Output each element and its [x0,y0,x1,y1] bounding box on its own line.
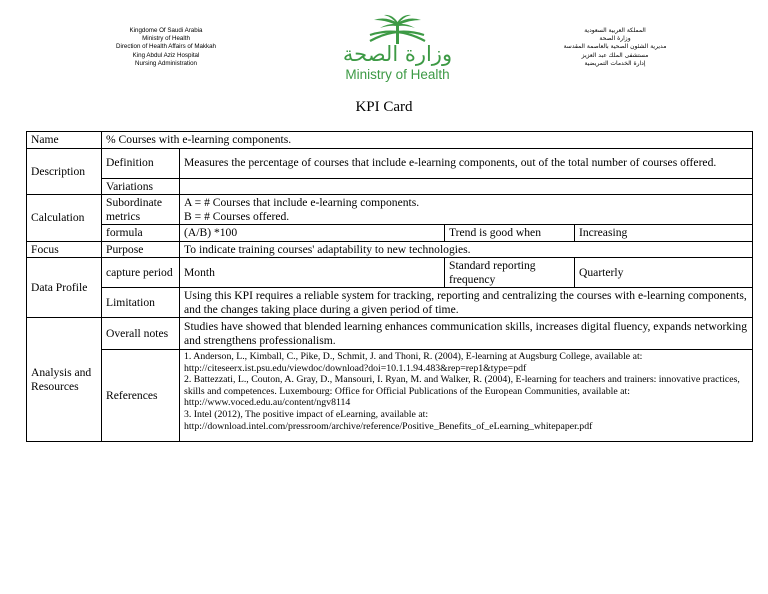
purpose-label: Purpose [102,241,180,258]
focus-label: Focus [27,241,102,258]
data-profile-label: Data Profile [27,258,102,318]
formula-label: formula [102,225,180,242]
formula-value: (A/B) *100 [180,225,445,242]
header-right-line: وزارة الصحة [599,35,631,43]
overall-notes-value: Studies have showed that blended learning enhances communication skills, increases digital fluency, expands networking and strengthens professionalism. [180,318,753,350]
kpi-table [26,131,753,442]
table-row [27,318,753,350]
limitation-value: Using this KPI requires a reliable system for tracking, reporting and centralizing the courses with e-learning components, and the changes taking place during a given period of time. [180,288,753,318]
page-title: KPI Card [355,99,413,115]
definition-value: Measures the percentage of courses that include e-learning components, out of the total number of courses offered. [180,148,753,178]
limitation-label: Limitation [102,288,180,318]
header-right-line: مستشفى الملك عبد العزيز [581,51,649,59]
table-row [27,350,753,442]
table-row [27,178,753,195]
calculation-label: Calculation [27,195,102,242]
table-row [27,241,753,258]
table-row [27,288,753,318]
header-left-line: King Abdul Aziz Hospital [132,51,200,59]
header-right-line: إدارة الخدمات التمريضية [584,59,646,67]
header-left-line: Kingdome Of Saudi Arabia [129,27,203,34]
header-right-line: المملكة العربية السعودية [584,27,646,34]
table-row [27,132,753,149]
capture-value: Month [180,258,445,288]
variations-value [180,178,753,195]
purpose-value: To indicate training courses' adaptability to new technologies. [180,241,753,258]
header-left-block [96,27,236,68]
logo-english-text: Ministry of Health [345,67,450,82]
subordinate-label: Subordinate metrics [102,195,180,225]
header-left-line: Direction of Health Affairs of Makkah [116,43,216,51]
header-left-line: Nursing Administration [135,59,197,67]
overall-notes-label: Overall notes [102,318,180,350]
capture-label: capture period [102,258,180,288]
definition-label: Definition [102,148,180,178]
table-row [27,148,753,178]
trend-label: Trend is good when [445,225,575,242]
name-label: Name [27,132,102,149]
ministry-logo [330,14,465,86]
reporting-label: Standard reporting frequency [445,258,575,288]
description-label: Description [27,148,102,195]
analysis-label: Analysis and Resources [27,318,102,442]
references-value: 1. Anderson, L., Kimball, C., Pike, D., Schmit, J. and Thoni, R. (2004), E-learning at Augsburg College, available at: http://citeseerx.ist.psu.edu/viewdoc/download?doi=10.1.1.94.483&rep=rep1&type=pdf 2. Battezzati, L., Couton, A. Gray, D., Mansouri, I. Ryan, M. and Walker, R. (2004), E-learning for teachers and trainers: innovative practices, skills and competences. Luxembourg: Office for Official Publications of the European Communities, available at: http://www.voced.edu.au/content/ngv8114 3. Intel (2012), The positive impact of eLearning, available at: http://download.intel.com/pressroom/archive/reference/Positive_Benefits_of_eLearning_whitepaper.pdf [180,350,753,442]
table-row [27,258,753,288]
references-label: References [102,350,180,442]
header-right-line: مديرية الشئون الصحية بالعاصمة المقدسة [563,43,667,51]
header-right-block [545,27,685,68]
table-row [27,195,753,225]
variations-label: Variations [102,178,180,195]
trend-value: Increasing [575,225,753,242]
logo-arabic-text: وزارة الصحة [342,42,453,66]
table-row [27,225,753,242]
header-left-line: Ministry of Health [142,35,190,43]
reporting-value: Quarterly [575,258,753,288]
name-value: % Courses with e-learning components. [102,132,753,149]
subordinate-value: A = # Courses that include e-learning components. B = # Courses offered. [180,195,753,225]
